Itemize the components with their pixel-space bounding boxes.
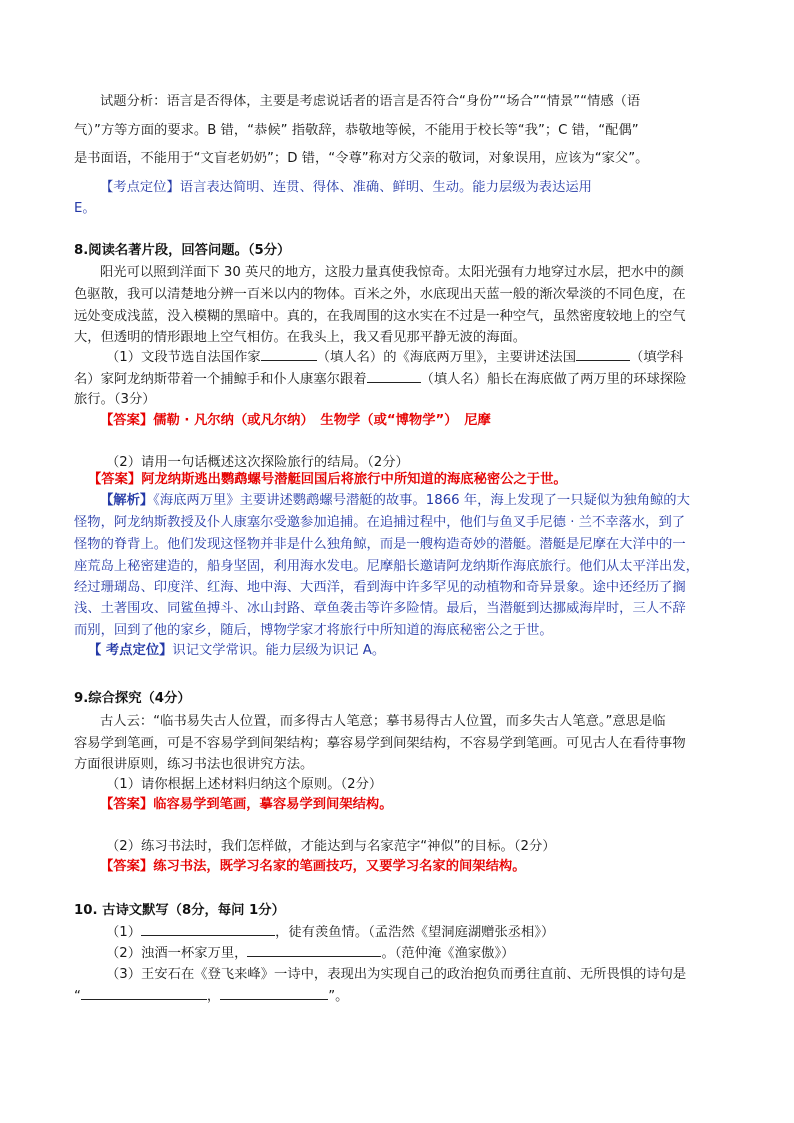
q8-jiexi-line-3: 怪物的脊背上。他们发现这怪物并非是什么独角鲸，而是一艘构造奇妙的潜艇。潜艇是尼摩在大洋中的一 xyxy=(74,537,686,552)
answer-tag: 【答案】 xyxy=(88,472,142,487)
q10-item-2: （2）浊酒一杯家万里， 。（范仲淹《渔家傲》） xyxy=(106,942,514,965)
q8-jiexi-line-1: 【解析】《海底两万里》主要讲述鹦鹉螺号潜艇的故事。1866 年，海上发现了一只疑似为独角鲸的大 xyxy=(100,493,690,508)
q8-title: 8.阅读名著片段，回答问题。（5分） xyxy=(74,243,291,258)
analysis-line-3: 是书面语，不能用于“文盲老奶奶”；D 错，“令尊”称对方父亲的敬词，对象误用，应该为“家父”。 xyxy=(74,151,649,166)
kaodian-tag: 【考点定位】 xyxy=(100,180,180,195)
analysis-line-1: 试题分析：语言是否得体，主要是考虑说话者的语言是否符合“身份”“场合”“情景”“情感（语 xyxy=(100,94,641,109)
q8-passage-line-4: 大，但透明的情形跟地上空气相仿。在我头上，我又看见那平静无波的海面。 xyxy=(74,330,527,345)
q10-title: 10. 古诗文默写（8分，每问 1分） xyxy=(74,903,285,918)
q8-jiexi-line-7: 而别，回到了他的家乡，随后，博物学家才将旅行中所知道的海底秘密公之于世。 xyxy=(74,623,553,638)
q9-answer-2: 【答案】练习书法，既学习名家的笔画技巧，又要学习名家的间架结构。 xyxy=(100,859,526,874)
q8-passage-line-2: 色驱散，我可以清楚地分辨一百米以内的物体。百米之外，水底现出天蓝一般的渐次晕淡的不同色度，在 xyxy=(74,287,686,302)
blank-subject[interactable] xyxy=(576,346,630,361)
q8-jiexi-line-4: 座荒岛上秘密建造的，船身坚固，利用海水发电。尼摩船长邀请阿龙纳斯作海底旅行。他们从太平洋出发， xyxy=(74,559,699,574)
q9-sub1: （1）请你根据上述材料归纳这个原则。（2分） xyxy=(106,777,383,792)
blank-poem-3a[interactable] xyxy=(81,985,207,1000)
q8-kaodian: 【 考点定位】识记文学常识。能力层级为识记 A。 xyxy=(88,643,386,658)
q8-answer-1: 【答案】儒勒 · 凡尔纳（或凡尔纳） 生物学（或“博物学”） 尼摩 xyxy=(100,413,491,428)
answer-tag: 【答案】 xyxy=(100,859,154,874)
q10-item-1: （1） ，徒有羡鱼情。（孟浩然《望洞庭湖赠张丞相》） xyxy=(106,921,554,944)
blank-poem-3b[interactable] xyxy=(220,985,328,1000)
blank-author[interactable] xyxy=(261,346,317,361)
q10-item-3: （3）王安石在《登飞来峰》一诗中，表现出为实现自己的政治抱负而勇往直前、无所畏惧的诗句是 xyxy=(106,967,687,982)
q8-sub1-line-1: （1）文段节选自法国作家 （填人名）的《海底两万里》，主要讲述法国 （填学科 xyxy=(106,346,683,369)
kaodian-tag: 【 考点定位】 xyxy=(88,643,173,658)
q9-title: 9.综合探究（4分） xyxy=(74,691,191,706)
q8-passage-line-3: 远处变成浅蓝，没入模糊的黑暗中。真的，在我周围的这水实在不过是一种空气，虽然密度较地上的空气 xyxy=(74,309,686,324)
blank-captain[interactable] xyxy=(367,368,421,383)
q9-answer-1: 【答案】临容易学到笔画，摹容易学到间架结构。 xyxy=(100,797,393,812)
answer-tag: 【答案】 xyxy=(100,797,154,812)
q8-jiexi-line-2: 怪物，阿龙纳斯教授及仆人康塞尔受邀参加追捕。在追捕过程中，他们与鱼叉手尼德 · 兰不幸落水，到了 xyxy=(74,515,686,530)
kaodian-line-2: E。 xyxy=(74,201,96,216)
blank-poem-1[interactable] xyxy=(141,921,275,936)
q8-sub1-line-2: 名）家阿龙纳斯带着一个捕鲸手和仆人康塞尔跟着 （填人名）船长在海底做了两万里的环球探险 xyxy=(74,368,686,391)
q8-passage-line-1: 阳光可以照到洋面下 30 英尺的地方，这股力量真使我惊奇。太阳光强有力地穿过水层，把水中的颜 xyxy=(100,265,684,280)
answer-tag: 【答案】 xyxy=(100,413,154,428)
q9-passage-line-1: 古人云：“临书易失古人位置，而多得古人笔意；摹书易得古人位置，而多失古人笔意。”意思是临 xyxy=(100,714,666,729)
kaodian-text: 语言表达简明、连贯、得体、准确、鲜明、生动。能力层级为表达运用 xyxy=(179,180,592,195)
q9-sub2: （2）练习书法时，我们怎样做，才能达到与名家范字“神似”的目标。（2分） xyxy=(106,839,556,854)
q8-jiexi-line-6: 浅、土著围攻、同鲨鱼搏斗、冰山封路、章鱼袭击等许多险情。最后，当潜艇到达挪威海岸时，三人不辞 xyxy=(74,601,686,616)
q8-answer-2: 【答案】阿龙纳斯逃出鹦鹉螺号潜艇回国后将旅行中所知道的海底秘密公之于世。 xyxy=(88,472,567,487)
jiexi-tag: 【解析】 xyxy=(100,493,154,508)
q8-jiexi-line-5: 经过珊瑚岛、印度洋、红海、地中海、大西洋，看到海中许多罕见的动植物和奇异景象。途中还经历了搁 xyxy=(74,580,686,595)
q9-passage-line-3: 方面很讲原则，练习书法也很讲究方法。 xyxy=(74,757,314,772)
q10-item-3-answer: “ ， ”。 xyxy=(74,985,348,1008)
q8-sub2: （2）请用一句话概述这次探险旅行的结局。（2分） xyxy=(106,455,409,470)
kaodian-line-1 xyxy=(100,177,592,199)
blank-poem-2[interactable] xyxy=(247,942,381,957)
q9-passage-line-2: 容易学到笔画，可是不容易学到间架结构；摹容易学到间架结构，不容易学到笔画。可见古人在看待事物 xyxy=(74,736,686,751)
analysis-line-2: 气）”方等方面的要求。B 错，“恭候” 指敬辞，恭敬地等候，不能用于校长等“我”；C 错，“配偶” xyxy=(74,123,639,138)
q8-sub1-line-3: 旅行。（3分） xyxy=(74,392,156,407)
